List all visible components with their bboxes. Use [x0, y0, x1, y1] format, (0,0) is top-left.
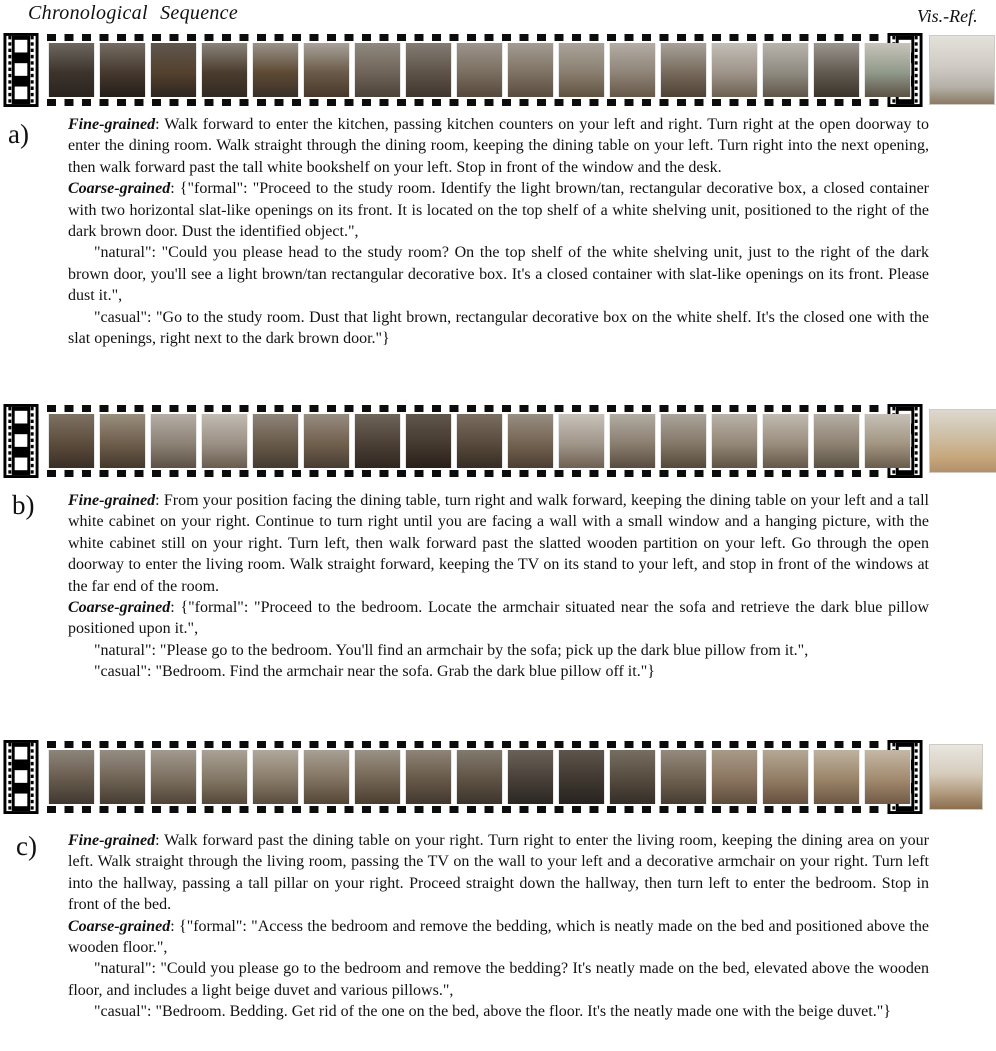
film-frame-thumbnail [711, 43, 758, 97]
section-label-c: c) [16, 831, 37, 861]
film-frames-container [48, 750, 911, 804]
film-frames-container [48, 414, 911, 468]
coarse-grained-natural-paragraph: "natural": "Could you please head to the study room? On the top shelf of the white shelving unit, just to the right of the dark brown door, you'll see a light brown/tan rectangular decorative box. It's a closed container with slat-like openings on its front. Please dust it.", [68, 244, 929, 305]
film-frame-thumbnail [150, 414, 197, 468]
film-frame-thumbnail [711, 750, 758, 804]
coarse-grained-formal-paragraph [68, 916, 929, 959]
film-frame-thumbnail [150, 750, 197, 804]
section-b-text [68, 490, 929, 683]
fine-grained-paragraph [68, 114, 929, 178]
film-frame-thumbnail [48, 750, 95, 804]
film-strip [45, 404, 881, 478]
film-frame-thumbnail [864, 43, 911, 97]
coarse-grained-formal-paragraph [68, 597, 929, 640]
film-frame-thumbnail [762, 750, 809, 804]
coarse-grained-formal-text: : {"formal": "Proceed to the study room. Identify the light brown/tan, rectangular decorative box, a closed container with two horizontal slat-like openings on its front. It is located on the top shelf of a white shelving unit, positioned to the right of the dark brown door. Dust the identified object.", [68, 180, 929, 241]
vis-ref-image [929, 744, 983, 810]
vis-ref-image [929, 409, 996, 473]
film-frame-thumbnail [558, 414, 605, 468]
film-frame-thumbnail [405, 750, 452, 804]
fine-grained-paragraph [68, 490, 929, 597]
section-label-a: a) [8, 119, 29, 149]
coarse-grained-label: Coarse-grained [68, 599, 171, 617]
film-frame-thumbnail [354, 750, 401, 804]
fine-grained-text: : From your position facing the dining table, turn right and walk forward, keeping the dining table on your left and a tall white cabinet on your right. Continue to turn right until you are facing a wall with a small window and a hanging picture, with the white cabinet still on your right. Turn left, then walk forward past the slatted wooden partition on your left. Go through the open doorway to enter the living room. Walk straight forward, keeping the TV on its stand to your left, and stop in front of the windows at the far end of the room. [68, 492, 929, 595]
coarse-grained-casual-paragraph: "casual": "Bedroom. Find the armchair near the sofa. Grab the dark blue pillow off it."} [94, 663, 655, 681]
vis-ref-image [929, 35, 995, 105]
film-frame-thumbnail [303, 414, 350, 468]
film-frame-thumbnail [456, 414, 503, 468]
film-frame-thumbnail [864, 414, 911, 468]
film-frame-thumbnail [201, 43, 248, 97]
film-frame-thumbnail [558, 43, 605, 97]
film-frame-thumbnail [354, 43, 401, 97]
film-frame-thumbnail [558, 750, 605, 804]
film-frame-thumbnail [813, 750, 860, 804]
coarse-grained-label: Coarse-grained [68, 180, 171, 198]
film-frame-thumbnail [660, 43, 707, 97]
film-frame-thumbnail [405, 414, 452, 468]
film-frame-thumbnail [252, 43, 299, 97]
coarse-grained-formal-text: : {"formal": "Access the bedroom and remove the bedding, which is neatly made on the bed and positioned above the wooden floor.", [68, 917, 929, 957]
coarse-grained-natural-paragraph: "natural": "Could you please go to the bedroom and remove the bedding? It's neatly made on the bed, elevated above the wooden floor, and includes a light beige duvet and various pillows.", [68, 960, 929, 999]
film-frame-thumbnail [609, 414, 656, 468]
film-strip-row-c [3, 740, 983, 814]
section-a-text [68, 114, 929, 349]
film-strip-row-b [3, 404, 996, 478]
film-frame-thumbnail [303, 43, 350, 97]
film-strip [45, 740, 881, 814]
figure-title: Chronological Sequence [28, 2, 239, 24]
film-frame-thumbnail [507, 750, 554, 804]
fine-grained-paragraph [68, 830, 929, 916]
film-reel-icon [3, 740, 39, 814]
film-frame-thumbnail [99, 43, 146, 97]
film-reel-icon [3, 33, 39, 107]
fine-grained-label: Fine-grained [68, 832, 156, 849]
film-frame-thumbnail [762, 43, 809, 97]
film-frame-thumbnail [99, 750, 146, 804]
film-frame-thumbnail [660, 750, 707, 804]
coarse-grained-casual-paragraph: "casual": "Go to the study room. Dust that light brown, rectangular decorative box on the white shelf. It's the closed one with the slat openings, right next to the dark brown door."} [68, 308, 929, 348]
fine-grained-label: Fine-grained [68, 492, 156, 509]
film-frame-thumbnail [48, 43, 95, 97]
film-strip-row-a [3, 33, 995, 107]
film-frames-container [48, 43, 911, 97]
coarse-grained-natural-paragraph: "natural": "Please go to the bedroom. You'll find an armchair by the sofa; pick up the dark blue pillow from it.", [94, 641, 809, 659]
section-c-text [68, 830, 929, 1023]
fine-grained-text: : Walk forward to enter the kitchen, passing kitchen counters on your left and right. Turn right at the open doorway to enter the dining room. Walk straight through the dining room, keeping the dining table on your left. Turn right into the next opening, then walk forward past the tall white bookshelf on your left. Stop in front of the window and the desk. [68, 116, 929, 176]
film-frame-thumbnail [609, 43, 656, 97]
film-frame-thumbnail [507, 414, 554, 468]
film-frame-thumbnail [48, 414, 95, 468]
film-frame-thumbnail [762, 414, 809, 468]
coarse-grained-formal-text: : {"formal": "Proceed to the bedroom. Locate the armchair situated near the sofa and retrieve the dark blue pillow positioned upon it.", [68, 599, 929, 638]
fine-grained-text: : Walk forward past the dining table on your right. Turn right to enter the living room, keeping the dining area on your left. Walk straight through the living room, passing the TV on the wall to your left and a decorative armchair on your right. Turn left into the hallway, passing a tall pillar on your right. Proceed straight down the hallway, then turn left to enter the bedroom. Stop in front of the bed. [68, 832, 929, 914]
film-frame-thumbnail [660, 414, 707, 468]
film-frame-thumbnail [456, 750, 503, 804]
film-frame-thumbnail [201, 414, 248, 468]
film-frame-thumbnail [711, 414, 758, 468]
coarse-grained-label: Coarse-grained [68, 917, 171, 935]
film-frame-thumbnail [252, 414, 299, 468]
film-frame-thumbnail [303, 750, 350, 804]
film-frame-thumbnail [864, 750, 911, 804]
film-frame-thumbnail [99, 414, 146, 468]
film-reel-icon [3, 404, 39, 478]
film-frame-thumbnail [609, 750, 656, 804]
film-frame-thumbnail [813, 414, 860, 468]
film-frame-thumbnail [813, 43, 860, 97]
coarse-grained-formal-paragraph [68, 178, 929, 242]
fine-grained-label: Fine-grained [68, 116, 156, 133]
film-frame-thumbnail [456, 43, 503, 97]
film-frame-thumbnail [354, 414, 401, 468]
vis-ref-column-label: Vis.-Ref. [917, 6, 978, 26]
film-frame-thumbnail [252, 750, 299, 804]
film-frame-thumbnail [507, 43, 554, 97]
film-strip [45, 33, 881, 107]
section-label-b: b) [12, 490, 35, 520]
film-frame-thumbnail [405, 43, 452, 97]
film-frame-thumbnail [150, 43, 197, 97]
coarse-grained-casual-paragraph: "casual": "Bedroom. Bedding. Get rid of the one on the bed, above the floor. It's the neatly made one with the beige duvet."} [94, 1003, 891, 1021]
film-frame-thumbnail [201, 750, 248, 804]
